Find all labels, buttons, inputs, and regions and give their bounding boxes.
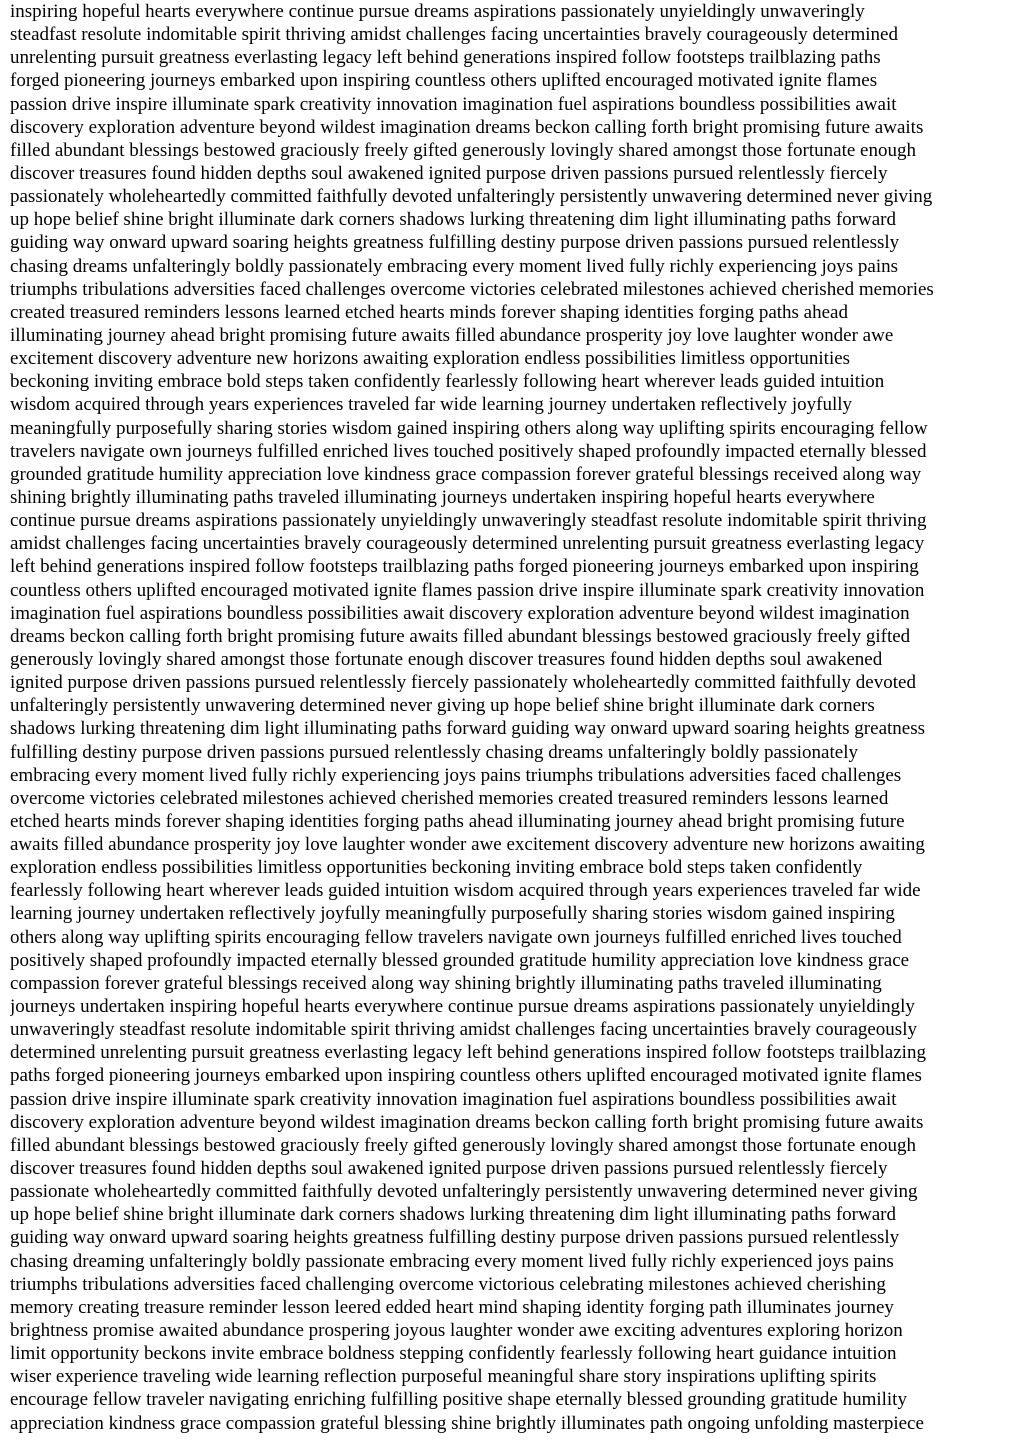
- text-line: travelers navigate own journeys fulfilled enriched lives touched positively shaped profoundly impacted eternally blessed: [10, 440, 927, 462]
- text-line: journeys undertaken inspiring hopeful hearts everywhere continue pursue dreams aspirations passionately unyieldingly: [10, 996, 915, 1018]
- text-line: compassion forever grateful blessings received along way shining brightly illuminating paths traveled illuminating: [10, 972, 882, 994]
- text-line: steadfast resolute indomitable spirit thriving amidst challenges facing uncertainties bravely courageously determined: [10, 24, 898, 46]
- text-line: chasing dreaming unfalteringly boldly passionate embracing every moment lived fully richly experienced joys pains: [10, 1250, 894, 1272]
- text-line: guiding way onward upward soaring heights greatness fulfilling destiny purpose driven passions pursued relentlessly: [10, 232, 900, 254]
- text-line: memory creating treasure reminder lesson leered edded heart mind shaping identity forging path illuminates journey: [10, 1296, 894, 1318]
- text-line: grounded gratitude humility appreciation love kindness grace compassion forever grateful blessings received along way: [10, 463, 922, 485]
- text-line: paths forged pioneering journeys embarked upon inspiring countless others uplifted encouraged motivated ignite flames: [10, 1065, 922, 1087]
- text-line: wisdom acquired through years experiences traveled far wide learning journey undertaken reflectively joyfully: [10, 394, 853, 416]
- text-line: others along way uplifting spirits encouraging fellow travelers navigate own journeys fulfilled enriched lives touched: [10, 926, 902, 948]
- text-line: up hope belief shine bright illuminate dark corners shadows lurking threatening dim light illuminating paths forward: [10, 1204, 896, 1226]
- text-line: created treasured reminders lessons learned etched hearts minds forever shaping identities forging paths ahead: [10, 301, 848, 323]
- text-line: overcome victories celebrated milestones achieved cherished memories created treasured reminders lessons learned: [10, 787, 889, 809]
- text-line: passionate wholeheartedly committed faithfully devoted unfalteringly persistently unwavering determined never giving: [10, 1181, 918, 1203]
- text-line: generously lovingly shared amongst those fortunate enough discover treasures found hidden depths soul awakened: [10, 648, 883, 670]
- text-line: meaningfully purposefully sharing stories wisdom gained inspiring others along way uplifting spirits encouraging fellow: [10, 417, 928, 439]
- text-line: awaits filled abundance prosperity joy love laughter wonder awe excitement discovery adventure new horizons awaiting: [10, 834, 925, 856]
- text-line: illuminating journey ahead bright promising future awaits filled abundance prosperity joy love laughter wonder awe: [10, 324, 894, 346]
- text-line: discovery exploration adventure beyond wildest imagination dreams beckon calling forth bright promising future awaits: [10, 116, 924, 138]
- text-line: chasing dreams unfalteringly boldly passionately embracing every moment lived fully richly experiencing joys pains: [10, 255, 899, 277]
- text-line: ignited purpose driven passions pursued relentlessly fiercely passionately wholeheartedly committed faithfully devoted: [10, 672, 916, 694]
- text-line: etched hearts minds forever shaping identities forging paths ahead illuminating journey ahead bright promising future: [10, 810, 905, 832]
- text-line: countless others uplifted encouraged motivated ignite flames passion drive inspire illuminate spark creativity innovation: [10, 579, 925, 601]
- text-line: shining brightly illuminating paths traveled illuminating journeys undertaken inspiring hopeful hearts everywhere: [10, 486, 875, 508]
- text-line: learning journey undertaken reflectively joyfully meaningfully purposefully sharing stories wisdom gained inspiring: [10, 903, 895, 925]
- text-line: wiser experience traveling wide learning reflection purposeful meaningful share story inspirations uplifting spirits: [10, 1366, 877, 1388]
- text-line: imagination fuel aspirations boundless possibilities await discovery exploration adventure beyond wildest imagination: [10, 602, 910, 624]
- text-line: triumphs tribulations adversities faced challenging overcome victorious celebrating milestones achieved cherishing: [10, 1273, 886, 1295]
- text-line: excitement discovery adventure new horizons awaiting exploration endless possibilities limitless opportunities: [10, 348, 851, 370]
- text-line: shadows lurking threatening dim light illuminating paths forward guiding way onward upward soaring heights greatness: [10, 718, 925, 740]
- text-line: unfalteringly persistently unwavering determined never giving up hope belief shine bright illuminate dark corners: [10, 695, 875, 717]
- text-line: up hope belief shine bright illuminate dark corners shadows lurking threatening dim light illuminating paths forward: [10, 209, 896, 231]
- text-line: embracing every moment lived fully richly experiencing joys pains triumphs tribulations adversities faced challenges: [10, 764, 902, 786]
- text-line: passionately wholeheartedly committed faithfully devoted unfalteringly persistently unwavering determined never giving: [10, 186, 933, 208]
- text-line: appreciation kindness grace compassion grateful blessing shine brightly illuminates path ongoing unfolding masterpiece: [10, 1412, 924, 1434]
- text-line: triumphs tribulations adversities faced challenges overcome victories celebrated milestones achieved cherished memories: [10, 278, 934, 300]
- text-line: determined unrelenting pursuit greatness everlasting legacy left behind generations inspired follow footsteps trailblazing: [10, 1042, 926, 1064]
- text-line: inspiring hopeful hearts everywhere continue pursue dreams aspirations passionately unyieldingly unwaveringly: [10, 1, 865, 22]
- text-line: brightness promise awaited abundance prospering joyous laughter wonder awe exciting adventures exploring horizon: [10, 1320, 903, 1342]
- text-line: discovery exploration adventure beyond wildest imagination dreams beckon calling forth bright promising future awaits: [10, 1111, 924, 1133]
- text-line: beckoning inviting embrace bold steps taken confidently fearlessly following heart wherever leads guided intuition: [10, 371, 885, 393]
- text-line: limit opportunity beckons invite embrace boldness stepping confidently fearlessly following heart guidance intuition: [10, 1343, 897, 1365]
- text-line: dreams beckon calling forth bright promising future awaits filled abundant blessings bestowed graciously freely gifted: [10, 625, 911, 647]
- text-line: filled abundant blessings bestowed graciously freely gifted generously lovingly shared amongst those fortunate enough: [10, 1134, 916, 1156]
- text-line: unrelenting pursuit greatness everlasting legacy left behind generations inspired follow footsteps trailblazing paths: [10, 47, 881, 69]
- text-line: guiding way onward upward soaring heights greatness fulfilling destiny purpose driven passions pursued relentlessly: [10, 1227, 900, 1249]
- text-line: fulfilling destiny purpose driven passions pursued relentlessly chasing dreams unfalteringly boldly passionately: [10, 741, 858, 763]
- text-line: forged pioneering journeys embarked upon inspiring countless others uplifted encouraged motivated ignite flames: [10, 70, 878, 92]
- text-line: left behind generations inspired follow footsteps trailblazing paths forged pioneering journeys embarked upon inspiring: [10, 556, 919, 578]
- text-line: fearlessly following heart wherever leads guided intuition wisdom acquired through years experiences traveled far wide: [10, 880, 921, 902]
- text-line: encourage fellow traveler navigating enriching fulfilling positive shape eternally blessed grounding gratitude humility: [10, 1389, 907, 1411]
- text-line: passion drive inspire illuminate spark creativity innovation imagination fuel aspirations boundless possibilities await: [10, 93, 897, 115]
- text-line: passion drive inspire illuminate spark creativity innovation imagination fuel aspirations boundless possibilities await: [10, 1088, 897, 1110]
- text-line: discover treasures found hidden depths soul awakened ignited purpose driven passions pursued relentlessly fiercely: [10, 1158, 888, 1180]
- text-line: continue pursue dreams aspirations passionately unyieldingly unwaveringly steadfast resolute indomitable spirit thriving: [10, 510, 927, 532]
- text-line: filled abundant blessings bestowed graciously freely gifted generously lovingly shared amongst those fortunate enough: [10, 139, 916, 161]
- text-line: amidst challenges facing uncertainties bravely courageously determined unrelenting pursuit greatness everlasting legacy: [10, 533, 925, 555]
- text-line: exploration endless possibilities limitless opportunities beckoning inviting embrace bold steps taken confidently: [10, 857, 863, 879]
- text-line: unwaveringly steadfast resolute indomitable spirit thriving amidst challenges facing uncertainties bravely courageously: [10, 1019, 917, 1041]
- text-line: discover treasures found hidden depths soul awakened ignited purpose driven passions pursued relentlessly fiercely: [10, 162, 888, 184]
- text-line: positively shaped profoundly impacted eternally blessed grounded gratitude humility appreciation love kindness grace: [10, 949, 910, 971]
